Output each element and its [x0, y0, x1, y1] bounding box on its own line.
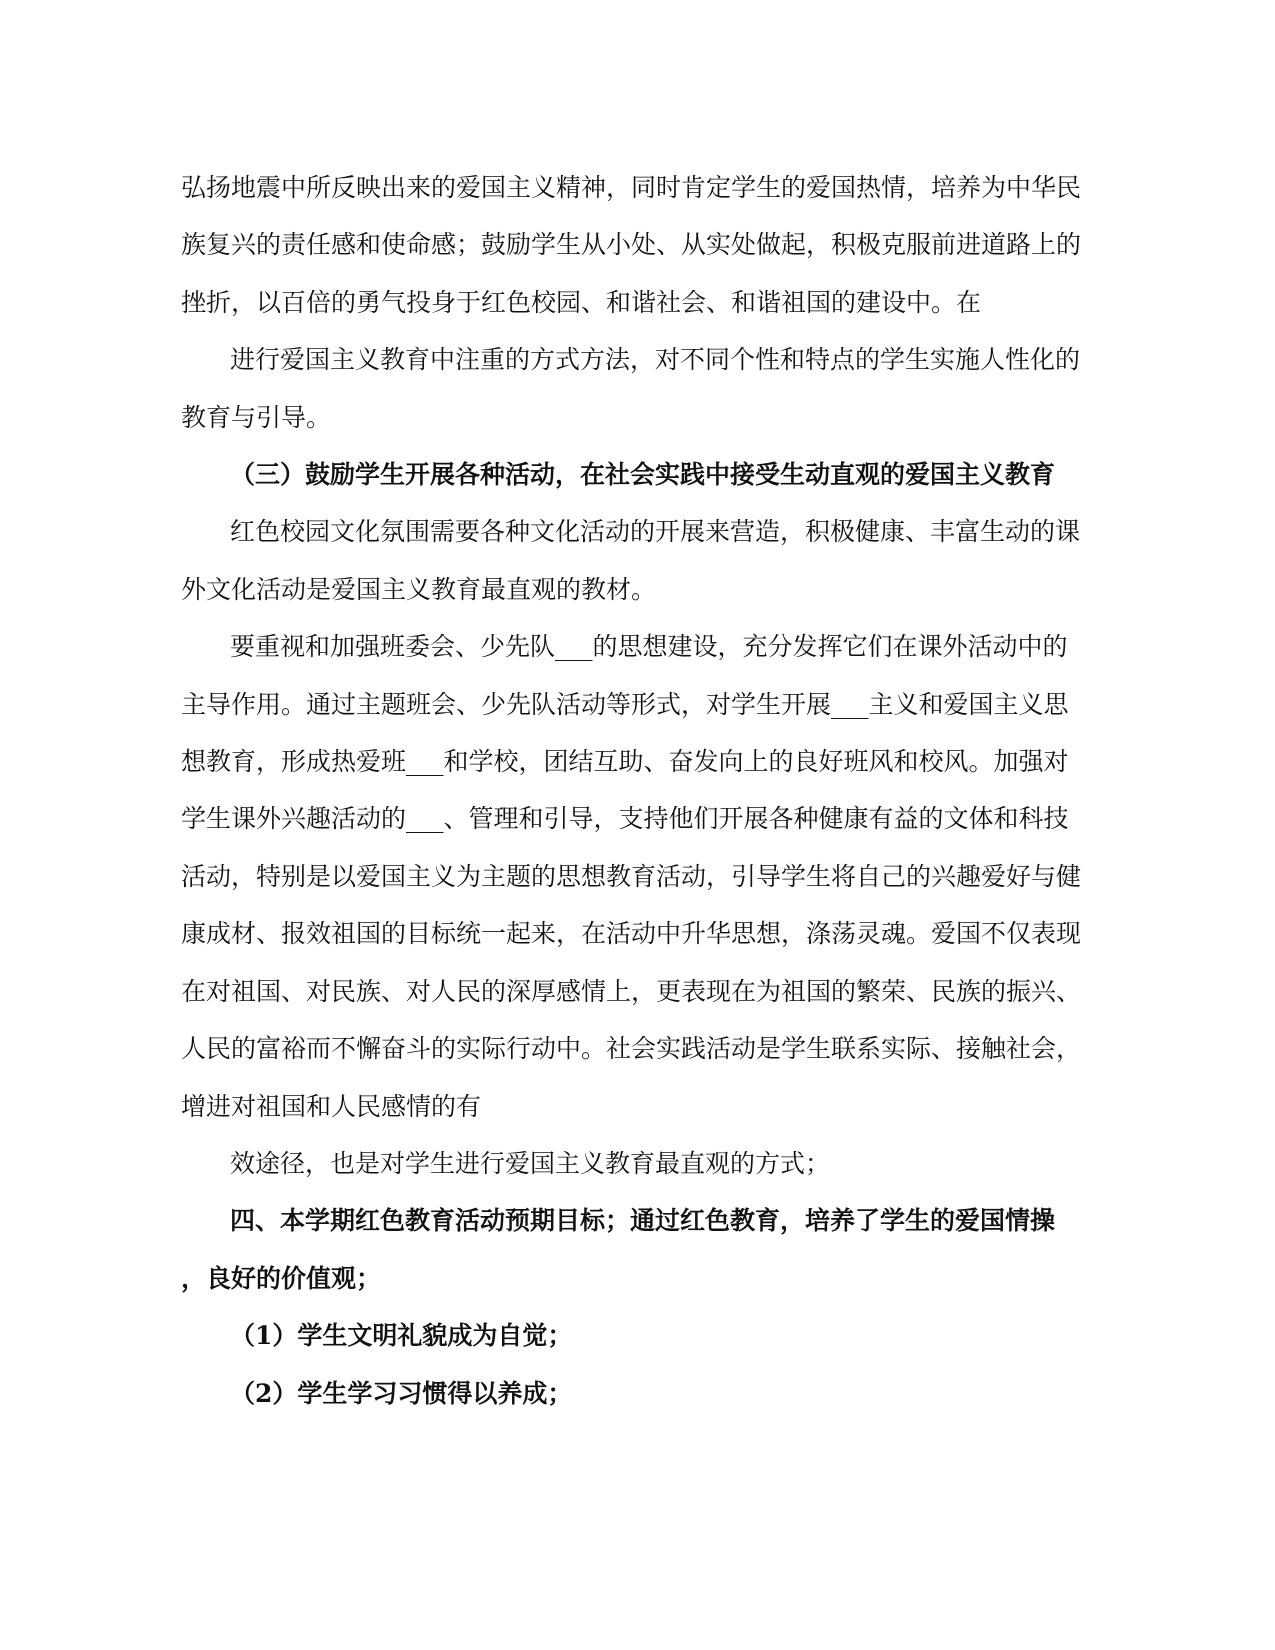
body-text-line: 效途径，也是对学生进行爱国主义教育最直观的方式； [230, 1148, 831, 1178]
body-text-line: 外文化活动是爱国主义教育最直观的教材。 [181, 574, 657, 604]
body-text-line: 要重视和加强班委会、少先队___的思想建设，充分发挥它们在课外活动中的 [230, 632, 1068, 662]
section-heading: 四、本学期红色教育活动预期目标；通过红色教育，培养了学生的爱国情操 [230, 1206, 1056, 1236]
body-text-line: 教育与引导。 [181, 402, 332, 432]
document-body [181, 159, 1096, 1422]
body-text-line: 想教育，形成热爱班___和学校，团结互助、奋发向上的良好班风和校风。加强对 [181, 747, 1069, 777]
body-text-line: 族复兴的责任感和使命感；鼓励学生从小处、从实处做起，积极克服前进道路上的 [181, 230, 1082, 260]
list-item: （2）学生学习习惯得以养成； [230, 1378, 573, 1408]
body-text-line: 活动，特别是以爱国主义为主题的思想教育活动，引导学生将自己的兴趣爱好与健 [181, 861, 1082, 891]
body-text-line: 进行爱国主义教育中注重的方式方法，对不同个性和特点的学生实施人性化的 [230, 345, 1081, 375]
body-text-line: 弘扬地震中所反映出来的爱国主义精神，同时肯定学生的爱国热情，培养为中华民 [181, 173, 1082, 202]
body-text-line: 学生课外兴趣活动的___、管理和引导，支持他们开展各种健康有益的文体和科技 [181, 804, 1069, 834]
body-text-line: 主导作用。通过主题班会、少先队活动等形式，对学生开展___主义和爱国主义思 [181, 689, 1069, 719]
body-text-line: 增进对祖国和人民感情的有 [181, 1091, 482, 1121]
body-text-line: 在对祖国、对民族、对人民的深厚感情上，更表现在为祖国的繁荣、民族的振兴、 [181, 976, 1082, 1006]
body-text-line: 红色校园文化氛围需要各种文化活动的开展来营造，积极健康、丰富生动的课 [230, 517, 1081, 547]
section-heading-continuation: ，良好的价值观； [181, 1263, 382, 1293]
body-text-line: 人民的富裕而不懈奋斗的实际行动中。社会实践活动是学生联系实际、接触社会， [181, 1034, 1082, 1064]
body-text-line: 挫折，以百倍的勇气投身于红色校园、和谐社会、和谐祖国的建设中。在 [181, 287, 982, 317]
section-heading: （三）鼓励学生开展各种活动，在社会实践中接受生动直观的爱国主义教育 [230, 460, 1056, 490]
list-item: （1）学生文明礼貌成为自觉； [230, 1321, 573, 1351]
body-text-line: 康成材、报效祖国的目标统一起来，在活动中升华思想，涤荡灵魂。爱国不仅表现 [181, 919, 1082, 949]
